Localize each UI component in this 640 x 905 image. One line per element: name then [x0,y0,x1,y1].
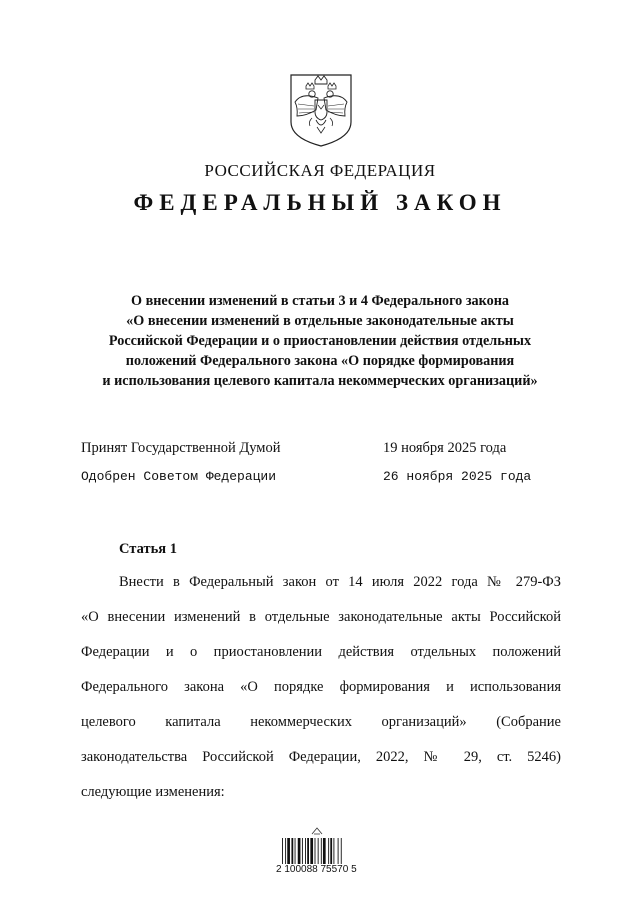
law-title-line: Российской Федерации и о приостановлении действия отдельных [108,333,532,349]
article-text-line: Федерации и о приостановлении действия отдельных положений [81,644,561,660]
article-text-line: Федерального закона «О порядке формирования и использования [81,679,561,695]
article-text-line: законодательства Российской Федерации, 2022, № 29, ст. 5246) [81,749,561,765]
country-name: РОССИЙСКАЯ ФЕДЕРАЦИЯ [204,161,436,180]
article-heading: Статья 1 [119,541,177,557]
article-text-line: целевого капитала некоммерческих организаций» (Собрание [81,714,561,730]
law-title-line: положений Федерального закона «О порядке формирования [125,353,515,369]
document-type: ФЕДЕРАЛЬНЫЙ ЗАКОН [133,190,507,215]
council-date: 26 ноября 2025 года [383,469,532,484]
article-text-line: «О внесении изменений в отдельные законодательные акты Российской [81,609,561,625]
duma-date: 19 ноября 2025 года [383,440,507,456]
council-label: Одобрен Советом Федерации [81,469,277,484]
law-title [60,291,580,391]
coat-of-arms-emblem [288,72,354,148]
article-text-line: следующие изменения: [81,784,225,800]
barcode-number: 2 100088 75570 5 [276,864,357,875]
duma-label: Принят Государственной Думой [81,440,281,456]
law-title-line: и использования целевого капитала некоммерческих организаций» [102,373,538,389]
barcode-logo [312,828,322,834]
law-title-line: «О внесении изменений в отдельные законодательные акты [126,313,514,329]
article-text-line: Внести в Федеральный закон от 14 июля 2022 года № 279-ФЗ [119,574,561,590]
law-title-line: О внесении изменений в статьи 3 и 4 Федерального закона [131,293,509,309]
